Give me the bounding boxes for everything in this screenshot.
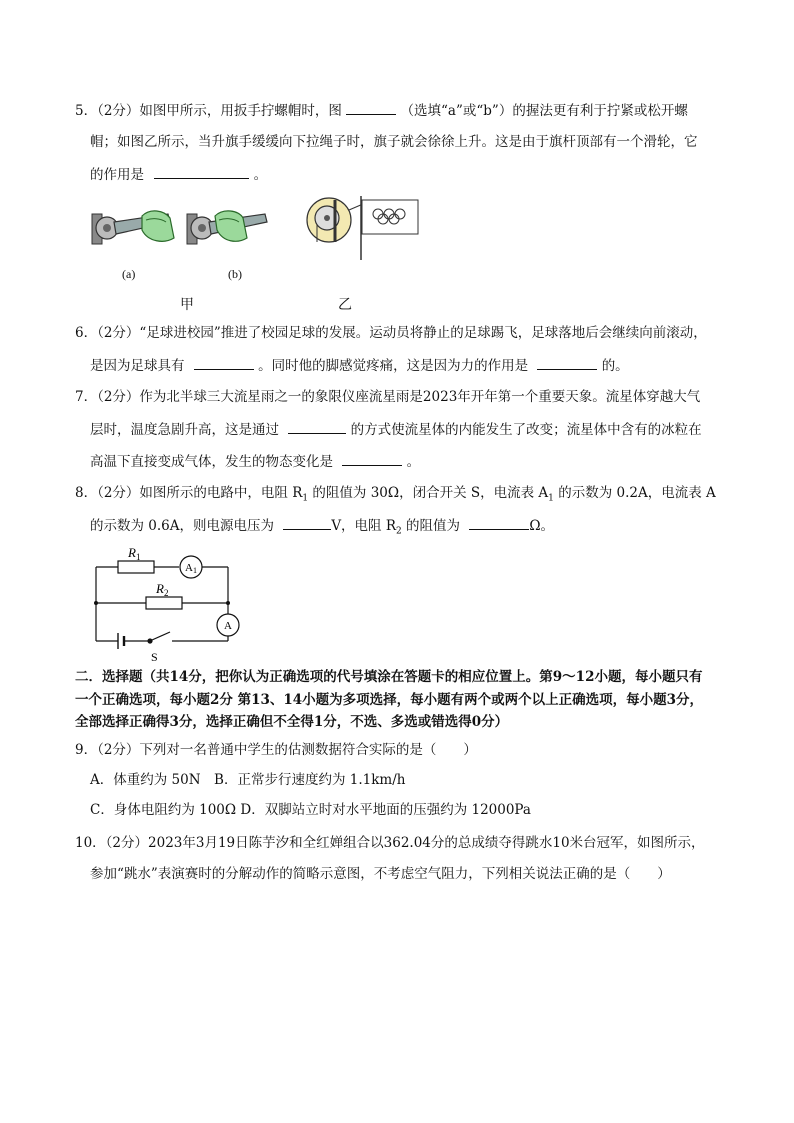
q7-line-1: 7．（2分）作为北半球三大流星雨之一的象限仪座流星雨是2023年开年第一个重要天象。流星体穿越大气: [75, 389, 701, 405]
section2-line-3: 全部选择正确得3分，选择正确但不全得1分，不选、多选或错选得0分）: [75, 714, 509, 730]
q9-stem: 9．（2分）下列对一名普通中学生的估测数据符合实际的是（ ）: [75, 742, 477, 758]
label-a1: A1: [185, 562, 197, 575]
q8-text: Ω。: [529, 518, 555, 534]
q8-subscript: 1: [548, 493, 554, 504]
label-s: S: [151, 650, 158, 664]
wrench-figure-b: [185, 200, 275, 255]
q5-text: 。: [253, 167, 268, 183]
q6-line-1: 6．（2分）“足球进校园”推进了校园足球的发展。运动员将静止的足球踢飞，足球落地后会继续向前滚动，: [75, 325, 707, 341]
q5-line-2: 帽；如图乙所示，当升旗手缓缓向下拉绳子时，旗子就会徐徐上升。这是由于旗杆顶部有一个滑轮，它: [90, 134, 698, 150]
q5-blank-1[interactable]: [346, 100, 396, 115]
q5-blank-2[interactable]: [154, 164, 249, 179]
q7-line-2: [90, 419, 702, 440]
label-a: A: [224, 620, 232, 632]
q6-line-2: [90, 355, 629, 376]
q7-text: 的方式使流星体的内能发生了改变；流星体中含有的冰粒在: [350, 422, 702, 438]
q5-line-3: [90, 164, 267, 185]
section2-line-1: 二．选择题（共14分，把你认为正确选项的代号填涂在答题卡的相应位置上。第9～12小题，每小题只有: [75, 669, 703, 685]
q7-blank-1[interactable]: [288, 419, 346, 434]
q6-blank-1[interactable]: [194, 355, 254, 370]
q8-text: 的阻值为 30Ω，闭合开关 S，电流表 A: [308, 485, 549, 501]
q5-text: 的作用是: [90, 167, 144, 183]
q6-text: 。同时他的脚感觉疼痛，这是因为力的作用是: [258, 358, 529, 374]
q9-options-ab[interactable]: A．体重约为 50N B．正常步行速度约为 1.1km/h: [90, 772, 406, 788]
q8-subscript: 2: [396, 526, 402, 537]
q8-line-2: [90, 515, 554, 542]
q8-text: 的示数为 0.6A，则电源电压为: [90, 518, 275, 534]
caption-b: (b): [228, 267, 242, 281]
q6-text: 的。: [601, 358, 629, 374]
q5-line-1: [75, 100, 688, 121]
q9-options-cd[interactable]: C．身体电阻约为 100Ω D．双脚站立时对水平地面的压强约为 12000Pa: [90, 802, 531, 818]
q10-line-2: 参加“跳水”表演赛时的分解动作的简略示意图，不考虑空气阻力，下列相关说法正确的是（ ）: [90, 866, 671, 882]
pulley-flag-figure: [305, 192, 425, 262]
q6-blank-2[interactable]: [537, 355, 597, 370]
resistor-r2: [146, 597, 182, 609]
label-r2: $R_2$: [156, 581, 169, 598]
q7-blank-2[interactable]: [342, 451, 402, 466]
q8-blank-1[interactable]: [283, 515, 331, 530]
circuit-diagram: [88, 545, 248, 665]
q10-line-1: 10．（2分）2023年3月19日陈芋汐和全红婵组合以362.04分的总成绩夺得跳水10米台冠军，如图所示，: [75, 835, 705, 851]
q8-blank-2[interactable]: [469, 515, 529, 530]
q8-text: 的阻值为: [401, 518, 461, 534]
q8-line-1: [75, 483, 716, 509]
label-r1: $R_1$: [128, 545, 141, 562]
q5-text: 5．（2分）如图甲所示，用扳手拧螺帽时，图: [75, 103, 342, 119]
q8-text: V，电阻 R: [331, 518, 397, 534]
wrench-figure-a: [90, 200, 180, 255]
q6-text: 是因为足球具有: [90, 358, 185, 374]
caption-yi: 乙: [338, 298, 352, 313]
q5-text: （选填“a”或“b”）的握法更有利于拧紧或松开螺: [400, 103, 688, 119]
q8-text: 8．（2分）如图所示的电路中，电阻 R: [75, 485, 303, 501]
caption-a: (a): [122, 267, 136, 281]
resistor-r1: [118, 561, 154, 573]
q7-text: 高温下直接变成气体，发生的物态变化是: [90, 454, 333, 470]
section2-line-2: 一个正确选项，每小题2分 第13、14小题为多项选择，每小题有两个或两个以上正确选项，每小题3分，: [75, 692, 704, 708]
caption-jia: 甲: [180, 298, 194, 313]
q7-line-3: [90, 451, 420, 472]
q8-subscript: 1: [302, 493, 309, 504]
q7-text: 。: [406, 454, 421, 470]
q8-text: 的示数为 0.2A，电流表 A: [553, 485, 716, 501]
q7-text: 层时，温度急剧升高，这是通过: [90, 422, 279, 438]
